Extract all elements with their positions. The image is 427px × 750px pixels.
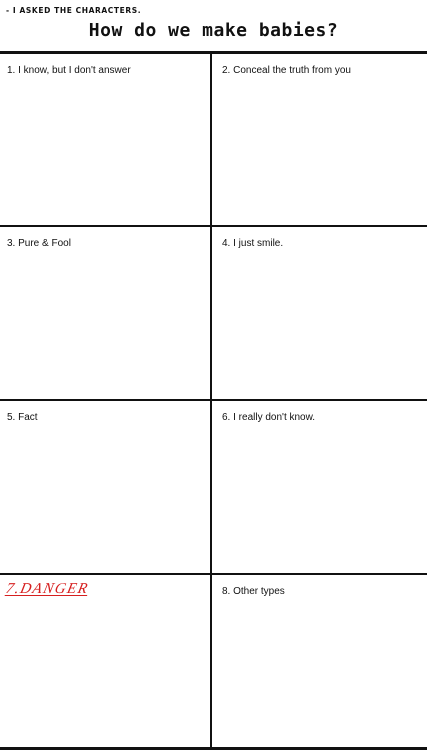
cell-label-3: 3. Pure & Fool bbox=[7, 238, 71, 249]
header bbox=[0, 0, 427, 52]
grid-cell-3 bbox=[0, 227, 212, 401]
cell-label-4: 4. I just smile. bbox=[222, 238, 284, 249]
grid-cell-1 bbox=[0, 54, 212, 227]
cell-label-6: 6. I really don't know. bbox=[222, 412, 316, 423]
cell-label-2: 2. Conceal the truth from you bbox=[222, 65, 351, 76]
grid-cell-2 bbox=[212, 54, 427, 227]
grid-cell-4 bbox=[212, 227, 427, 401]
grid-cell-7 bbox=[0, 575, 212, 750]
grid-cell-5 bbox=[0, 401, 212, 575]
grid-cell-6 bbox=[212, 401, 427, 575]
cell-label-5: 5. Fact bbox=[7, 412, 38, 423]
page-title: How do we make babies? bbox=[88, 20, 339, 41]
subtitle: - I ASKED THE CHARACTERS. bbox=[6, 6, 142, 15]
cell-label-7-danger: 7.DANGER bbox=[4, 581, 91, 597]
cell-label-1: 1. I know, but I don't answer bbox=[7, 65, 131, 76]
response-grid bbox=[0, 51, 427, 750]
grid-cell-8 bbox=[212, 575, 427, 750]
cell-label-8: 8. Other types bbox=[222, 586, 285, 597]
